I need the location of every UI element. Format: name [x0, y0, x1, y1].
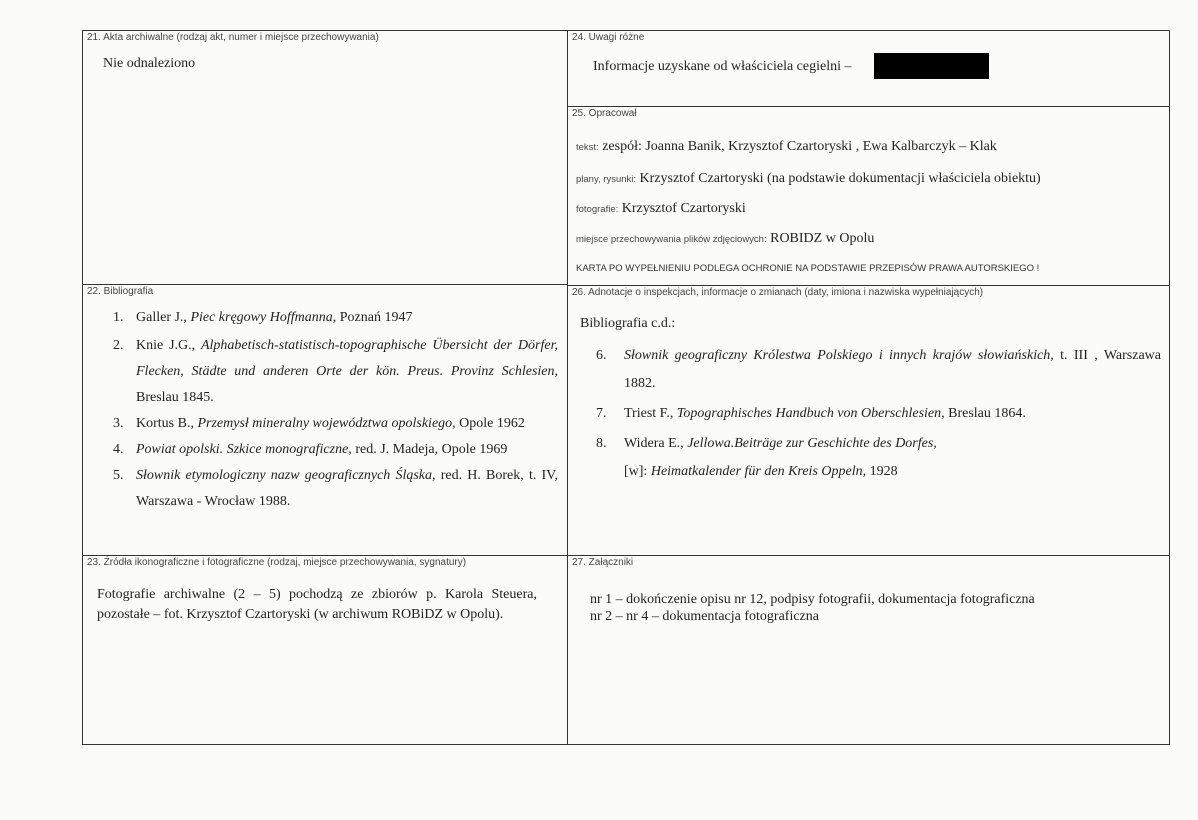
cell-21-body: Nie odnaleziono [103, 56, 196, 71]
bib-item-5: 5. Słownik etymologiczny nazw geograficznych Śląska, red. H. Borek, t. IV, Warszawa - Wrocław 1988. [113, 468, 558, 509]
bibliography-continued-label: Bibliografia c.d.: [580, 316, 676, 331]
tekst-label: tekst: [576, 142, 599, 153]
cell-22-bibliography [82, 284, 568, 556]
bibliography-continued-list [596, 342, 1161, 488]
foto-label: fotografie: [576, 204, 619, 215]
tekst-value: zespół: Joanna Banik, Krzysztof Czartoryski , Ewa Kalbarczyk – Klak [602, 139, 997, 154]
cell-25-foto-row [576, 201, 746, 217]
attachment-line-2: nr 2 – nr 4 – dokumentacja fotograficzna [590, 609, 819, 624]
cell-25-tekst-row [576, 139, 997, 155]
cell-26-annotations [567, 285, 1170, 556]
bib-item-6: 6. Słownik geograficzny Królestwa Polskiego i innych krajów słowiańskich, t. III , Warszawa 1882. [596, 348, 1161, 391]
cell-25-miejsce-row [576, 231, 874, 247]
bibliography-list [113, 305, 558, 515]
bib-item-1: 1. Galler J., Piec kręgowy Hoffmanna, Poznań 1947 [113, 310, 413, 325]
cell-27-attachments [567, 555, 1170, 745]
bib-item-7: 7. Triest F., Topographisches Handbuch von Oberschlesien, Breslau 1864. [596, 406, 1026, 421]
cell-21-archival-records [82, 30, 568, 285]
bib-item-8: 8. Widera E., Jellowa.Beiträge zur Geschichte des Dorfes, [w]: Heimatkalender für den Kreis Oppeln, 1928 [596, 436, 937, 479]
foto-value: Krzysztof Czartoryski [621, 201, 746, 216]
cell-26-header: 26. Adnotacje o inspekcjach, informacje o zmianach (daty, imiona i nazwiska wypełniających) [572, 287, 984, 298]
cell-22-header: 22. Bibliografia [87, 286, 154, 297]
miejsce-value: ROBIDZ w Opolu [770, 231, 875, 246]
cell-24-header: 24. Uwagi różne [572, 32, 645, 43]
cell-25-plany-row [576, 171, 1041, 187]
cell-25-header: 25. Opracował [572, 108, 637, 119]
cell-25-prepared-by [567, 106, 1170, 286]
cell-23-body: Fotografie archiwalne (2 – 5) pochodzą ze zbiorów p. Karola Steuera, pozostałe – fot. Krzysztof Czartoryski (w archiwum ROBiDZ w Opolu). [97, 587, 537, 622]
miejsce-label: miejsce przechowywania plików zdjęciowych: [576, 234, 767, 245]
cell-23-header: 23. Źródła ikonograficzne i fotograficzne (rodzaj, miejsce przechowywania, sygnatury) [87, 557, 467, 568]
redaction-block [874, 53, 989, 79]
cell-21-header: 21. Akta archiwalne (rodzaj akt, numer i miejsce przechowywania) [87, 32, 379, 43]
bib-item-3: 3. Kortus B., Przemysł mineralny województwa opolskiego, Opole 1962 [113, 416, 525, 431]
cell-24-various-notes [567, 30, 1170, 107]
cell-27-header: 27. Załączniki [572, 557, 634, 568]
cell-24-body: Informacje uzyskane od właściciela cegielni – [593, 59, 852, 74]
attachment-line-1: nr 1 – dokończenie opisu nr 12, podpisy fotografii, dokumentacja fotograficzna [590, 592, 1035, 607]
cell-23-iconographic-sources [82, 555, 568, 745]
plany-label: plany, rysunki: [576, 174, 637, 185]
plany-value: Krzysztof Czartoryski (na podstawie dokumentacji właściciela obiektu) [639, 171, 1041, 186]
bib-item-2: 2. Knie J.G., Alphabetisch-statistisch-topographische Übersicht der Dörfer, Flecken, Städte und anderen Orte der kön. Preus. Provinz Schlesien, Breslau 1845. [113, 338, 559, 405]
bib-item-4: 4. Powiat opolski. Szkice monograficzne, red. J. Madeja, Opole 1969 [113, 442, 508, 457]
copyright-notice: KARTA PO WYPEŁNIENIU PODLEGA OCHRONIE NA PODSTAWIE PRZEPISÓW PRAWA AUTORSKIEGO ! [576, 263, 1040, 274]
